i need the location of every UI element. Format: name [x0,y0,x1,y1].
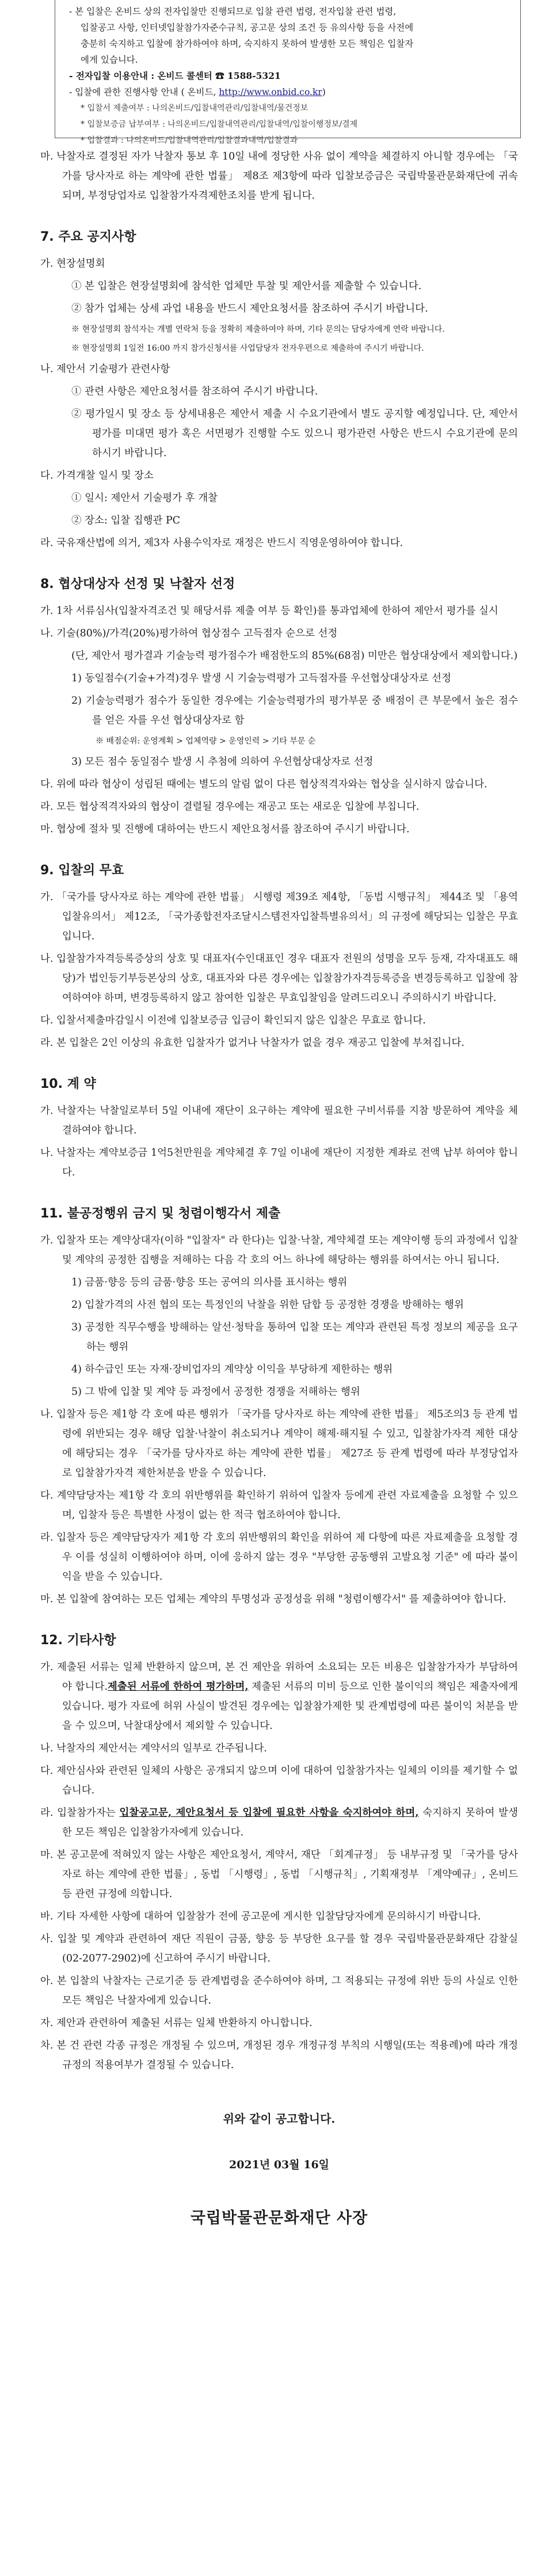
paragraph-text: 숙지하지 못하여 발생한 모든 책임은 입찰참가자에게 있습니다. [62,1807,518,1838]
paragraph: 다. 제안심사와 관련된 일체의 사항은 공개되지 않으며 이에 대하여 입찰참가자는 일체의 이의를 제기할 수 없습니다. [40,1765,518,1796]
notice-line: 입찰공고 사항, 인터넷입찰참가자준수규칙, 공고문 상의 조건 등 유의사항 등을 사전에 [81,22,414,33]
paragraph: 1) 동일점수(기술+가격)경우 발생 시 기술능력평가 고득점자를 우선협상대상자로 선정 [71,673,451,684]
paragraph: 나. 입찰참가자격등록증상의 상호 및 대표자(수인대표인 경우 대표자 전원의 성명을 모두 등재, 각자대표도 해당)가 법인등기부등본상의 상호, 대표자와 다른 경우에는 입찰참가자격등록증을 변경등록하고 입찰에 참여하여야 하며, 변경등록하지 않고 참여한 입찰은 무효입찰임을 알려드리오니 주의하시기 바랍니다. [40,953,518,1004]
paragraph: 마. 본 입찰에 참여하는 모든 업체는 계약의 투명성과 공정성을 위해 "청렴이행각서" 를 제출하여야 합니다. [40,1594,506,1605]
paragraph: 마. 협상에 절차 및 진행에 대하여는 반드시 제안요청서를 참조하여 주시기 바랍니다. [40,824,410,835]
paragraph: 나. 낙찰자의 제안서는 계약서의 일부로 간주됩니다. [40,1743,267,1754]
paragraph: 사. 입찰 및 계약과 관련하여 재단 직원이 금품, 향응 등 부당한 요구를 할 경우 국립박물관문화재단 감찰실(02-2077-2902)에 신고하여 주시기 바랍니다. [40,1933,518,1964]
section-heading: 12. 기타사항 [40,1633,116,1648]
paragraph: 자. 제안과 관련하여 제출된 서류는 일체 반환하지 아니합니다. [40,2017,313,2029]
paragraph: ② 참가 업체는 상세 과업 내용을 반드시 제안요청서를 참조하여 주시기 바랍니다. [71,303,428,314]
signer: 국립박물관문화재단 사장 [190,2209,368,2227]
paragraph: 나. 제안서 기술평가 관련사항 [40,363,170,375]
paragraph: ※ 현장설명회 참석자는 개별 연락처 등을 정확히 제출하여야 하며, 기타 문의는 담당자에게 연락 바랍니다. [71,325,445,334]
closing-statement: 위와 같이 공고합니다. [223,2112,336,2126]
guide-info [69,84,510,100]
notice-line: 에게 있습니다. [81,55,138,65]
paragraph: 3) 모든 점수 동일점수 발생 시 추첨에 의하여 우선협상대상자로 선정 [71,756,374,768]
paragraph: 가. 입찰자 또는 계약상대자(이하 "입찰자" 라 한다)는 입찰·낙찰, 계약체결 또는 계약이행 등의 과정에서 입찰 및 계약의 공정한 집행을 저해하는 다음 각 호의 어느 하나에 해당하는 행위를 하여서는 아니 됩니다. [40,1235,518,1266]
paragraph: 가. 1차 서류심사(입찰자격조건 및 해당서류 제출 여부 등 확인)를 통과업체에 한하여 제안서 평가를 실시 [40,605,498,617]
emphasized-text: 제출된 서류에 한하여 평가하며, [107,1681,249,1693]
notice-line: - 본 입찰은 온비드 상의 전자입찰만 진행되므로 입찰 관련 법령, 전자입찰 관련 법령, [69,6,397,17]
onbid-link[interactable]: http://www.onbid.co.kr [219,87,322,97]
paragraph-text: 제출된 서류의 미비 등으로 인한 불이익의 책임은 제출자에게 있습니다. 평가 자료에 허위 사실이 발견된 경우에는 입찰참가제한 및 관계법령에 따른 불이익 처분을 받을 수 있으며, 낙찰대상에서 제외할 수 있습니다. [62,1681,519,1732]
paragraph-text: 라. 입찰참가자는 [40,1807,120,1819]
paragraph: 2) 기술능력평가 점수가 동일한 경우에는 기술능력평가의 평가부문 중 배점이 큰 부문에서 높은 점수를 얻은 자를 우선 협상대상자로 함 [71,695,518,726]
paragraph: 바. 기타 자세한 사항에 대하여 입찰참가 전에 공고문에 게시한 입찰담당자에게 문의하시기 바랍니다. [40,1911,481,1922]
section-heading: 7. 주요 공지사항 [40,230,136,244]
paragraph: 라. 입찰자 등은 계약담당자가 제1항 각 호의 위반행위의 확인을 위하여 제 다항에 따른 자료제출을 요청할 경우 이를 성실히 이행하여야 하며, 이에 응하지 않는 경우 "부당한 공동행위 고발요청 기준" 에 따라 불이익을 받을 수 있습니다. [40,1532,518,1583]
guide-text: ) [322,87,326,97]
paragraph-text: 가. 제출된 서류는 일체 반환하지 않으며, 본 건 제안을 위하여 소요되는 모든 비용은 입찰참가자가 부담하여야 합니다. [40,1661,518,1693]
paragraph: 2) 입찰가격의 사전 협의 또는 특정인의 낙찰을 위한 담합 등 공정한 경쟁을 방해하는 행위 [71,1299,464,1311]
paragraph: 마. 본 공고문에 적혀있지 않는 사항은 제안요청서, 계약서, 재단 「회계규정」 등 내부규정 및 「국가를 당사자로 하는 계약에 관한 법률」, 동법 「시행령」, 동법 「시행규칙」, 기획재정부 「계약예규」, 온비드 등 관련 규정에 의합니다. [40,1849,518,1900]
paragraph: ① 본 입찰은 현장설명회에 참석한 업체만 투찰 및 제안서를 제출할 수 있습니다. [71,280,422,292]
paragraph: 라. 본 입찰은 2인 이상의 유효한 입찰자가 없거나 낙찰자가 없을 경우 재공고 입찰에 부쳐집니다. [40,1037,464,1049]
section-heading: 11. 불공정행위 금지 및 청렴이행각서 제출 [40,1207,281,1221]
paragraph: 3) 공정한 직무수행을 방해하는 알선·청탁을 통하여 입찰 또는 계약과 관련된 특정 정보의 제공을 요구하는 행위 [71,1322,518,1353]
paragraph: 나. 입찰자 등은 제1항 각 호에 따른 행위가 「국가를 당사자로 하는 계약에 관한 법률」 제5조의3 등 관계 법령에 위반되는 경우 해당 입찰·낙찰이 취소되거나 계약이 해제·해지될 수 있고, 입찰참가자격 제한 대상에 해당되는 경우 「국가를 당사자로 하는 계약에 관한 법률」 제27조 등 관계 법령에 따라 부정당업자로 입찰참가자격 제한처분을 받을 수 있습니다. [40,1409,518,1479]
paragraph [40,1657,518,1736]
paragraph: 라. 국유재산법에 의거, 제3자 사용수익자로 재정은 반드시 직영운영하여야 합니다. [40,537,403,549]
paragraph: 마. 낙찰자로 결정된 자가 낙찰자 통보 후 10일 내에 정당한 사유 없이 계약을 체결하지 아니할 경우에는 「국가를 당사자로 하는 계약에 관한 법률」 제8조 제3항에 따라 입찰보증금은 국립박물관문화재단에 귀속되며, 부정당업자로 입찰참가자격제한조치를 받게 됩니다. [40,151,518,202]
paragraph [40,1803,518,1842]
menu-path: * 입찰결과 : 나의온비드/입찰내역관리/입찰결과내역/입찰결과 [81,136,298,145]
emphasized-text: 입찰공고문, 제안요청서 등 입찰에 필요한 사항을 숙지하여야 하며, [119,1807,419,1819]
paragraph: ② 장소: 입찰 집행관 PC [71,515,181,526]
announcement-date: 2021년 03월 16일 [228,2158,330,2171]
paragraph: ① 관련 사항은 제안요청서를 참조하여 주시기 바랍니다. [71,386,318,397]
menu-path: * 입찰보증금 납부여부 : 나의온비드/입찰내역관리/입찰내역/입찰이행정보/결제 [81,120,358,129]
paragraph: ※ 현장설명회 1일전 16:00 까지 참가신청서를 사업담당자 전자우편으로 제출하여 주시기 바랍니다. [71,344,424,353]
paragraph: 아. 본 입찰의 낙찰자는 근로기준 등 관계법령을 준수하여야 하며, 그 적용되는 규정에 위반 등의 사실로 인한 모든 책임은 낙찰자에게 있습니다. [40,1975,518,2006]
notice-box [55,0,521,145]
paragraph: 가. 「국가를 당사자로 하는 계약에 관한 법률」 시행령 제39조 제4항, 「동법 시행규칙」 제44조 및 「용역입찰유의서」 제12조, 「국가종합전자조달시스템전자입찰특별유의서」의 규정에 해당되는 입찰은 무효입니다. [40,891,518,942]
section-heading: 10. 계 약 [40,1077,96,1091]
paragraph: 4) 하수급인 또는 자재·장비업자의 계약상 이익을 부당하게 제한하는 행위 [71,1364,393,1375]
paragraph: 5) 그 밖에 입찰 및 계약 등 과정에서 공정한 경쟁을 저해하는 행위 [71,1386,360,1398]
paragraph: 다. 가격개찰 일시 및 장소 [40,470,154,481]
paragraph: 가. 낙찰자는 낙찰일로부터 5일 이내에 재단이 요구하는 계약에 필요한 구비서류를 지참 방문하여 계약을 체결하여야 합니다. [40,1105,518,1136]
guide-text: - 입찰에 관한 진행사항 안내 ( 온비드, [69,87,219,97]
paragraph: ② 평가일시 및 장소 등 상세내용은 제안서 제출 시 수요기관에서 별도 공지할 예정입니다. 단, 제안서 평가를 미대면 평가 혹은 서면평가 진행할 수도 있으니 평가관련 사항은 반드시 수요기관에 문의하시기 바랍니다. [71,408,518,459]
menu-path: * 입찰서 제출여부 : 나의온비드/입찰내역관리/입찰내역/물건정보 [81,104,308,113]
section-heading: 9. 입찰의 무효 [40,863,124,878]
section-heading: 8. 협상대상자 선정 및 낙찰자 선정 [40,577,235,591]
paragraph: 다. 계약담당자는 제1항 각 호의 위반행위를 확인하기 위하여 입찰자 등에게 관련 자료제출을 요청할 수 있으며, 입찰자 등은 특별한 사정이 없는 한 적극 협조하여야 합니다. [40,1490,518,1521]
helpdesk-info: - 전자입찰 이용안내 : 온비드 콜센터 ☎ 1588-5321 [69,70,281,81]
paragraph: 나. 기술(80%)/가격(20%)평가하여 협상점수 고득점자 순으로 선정 [40,628,338,639]
paragraph: 나. 낙찰자는 계약보증금 1억5천만원을 계약체결 후 7일 이내에 재단이 지정한 계좌로 전액 납부 하여야 합니다. [40,1147,518,1178]
paragraph: 다. 입찰서제출마감일시 이전에 입찰보증금 입금이 확인되지 않은 입찰은 무효로 합니다. [40,1015,426,1026]
paragraph: (단, 제안서 평가결과 기술능력 평가점수가 배점한도의 85%(68점) 미만은 협상대상에서 제외합니다.) [71,650,518,662]
document-body [40,147,518,2228]
notice-line: 충분히 숙지하고 입찰에 참가하여야 하며, 숙지하지 못하여 발생한 모든 책임은 입찰자 [81,39,414,49]
paragraph: 다. 위에 따라 협상이 성립된 때에는 별도의 알림 없이 다른 협상적격자와는 협상을 실시하지 않습니다. [40,779,487,790]
paragraph: 1) 금품·향응 등의 금품·향응 또는 공여의 의사를 표시하는 행위 [71,1277,348,1288]
paragraph: ※ 배점순위: 운영계획 > 업체역량 > 운영인력 > 기타 부문 순 [96,737,316,746]
paragraph: 차. 본 건 관련 각종 규정은 개정될 수 있으며, 개정된 경우 개정규정 부칙의 시행일(또는 적용례)에 따라 개정규정의 적용여부가 결정될 수 있습니다. [40,2040,518,2071]
paragraph: ① 일시: 제안서 기술평가 후 개찰 [71,492,218,504]
paragraph: 가. 현장설명회 [40,258,105,270]
paragraph: 라. 모든 협상적격자와의 협상이 결렬될 경우에는 재공고 또는 새로운 입찰에 부칩니다. [40,801,420,813]
